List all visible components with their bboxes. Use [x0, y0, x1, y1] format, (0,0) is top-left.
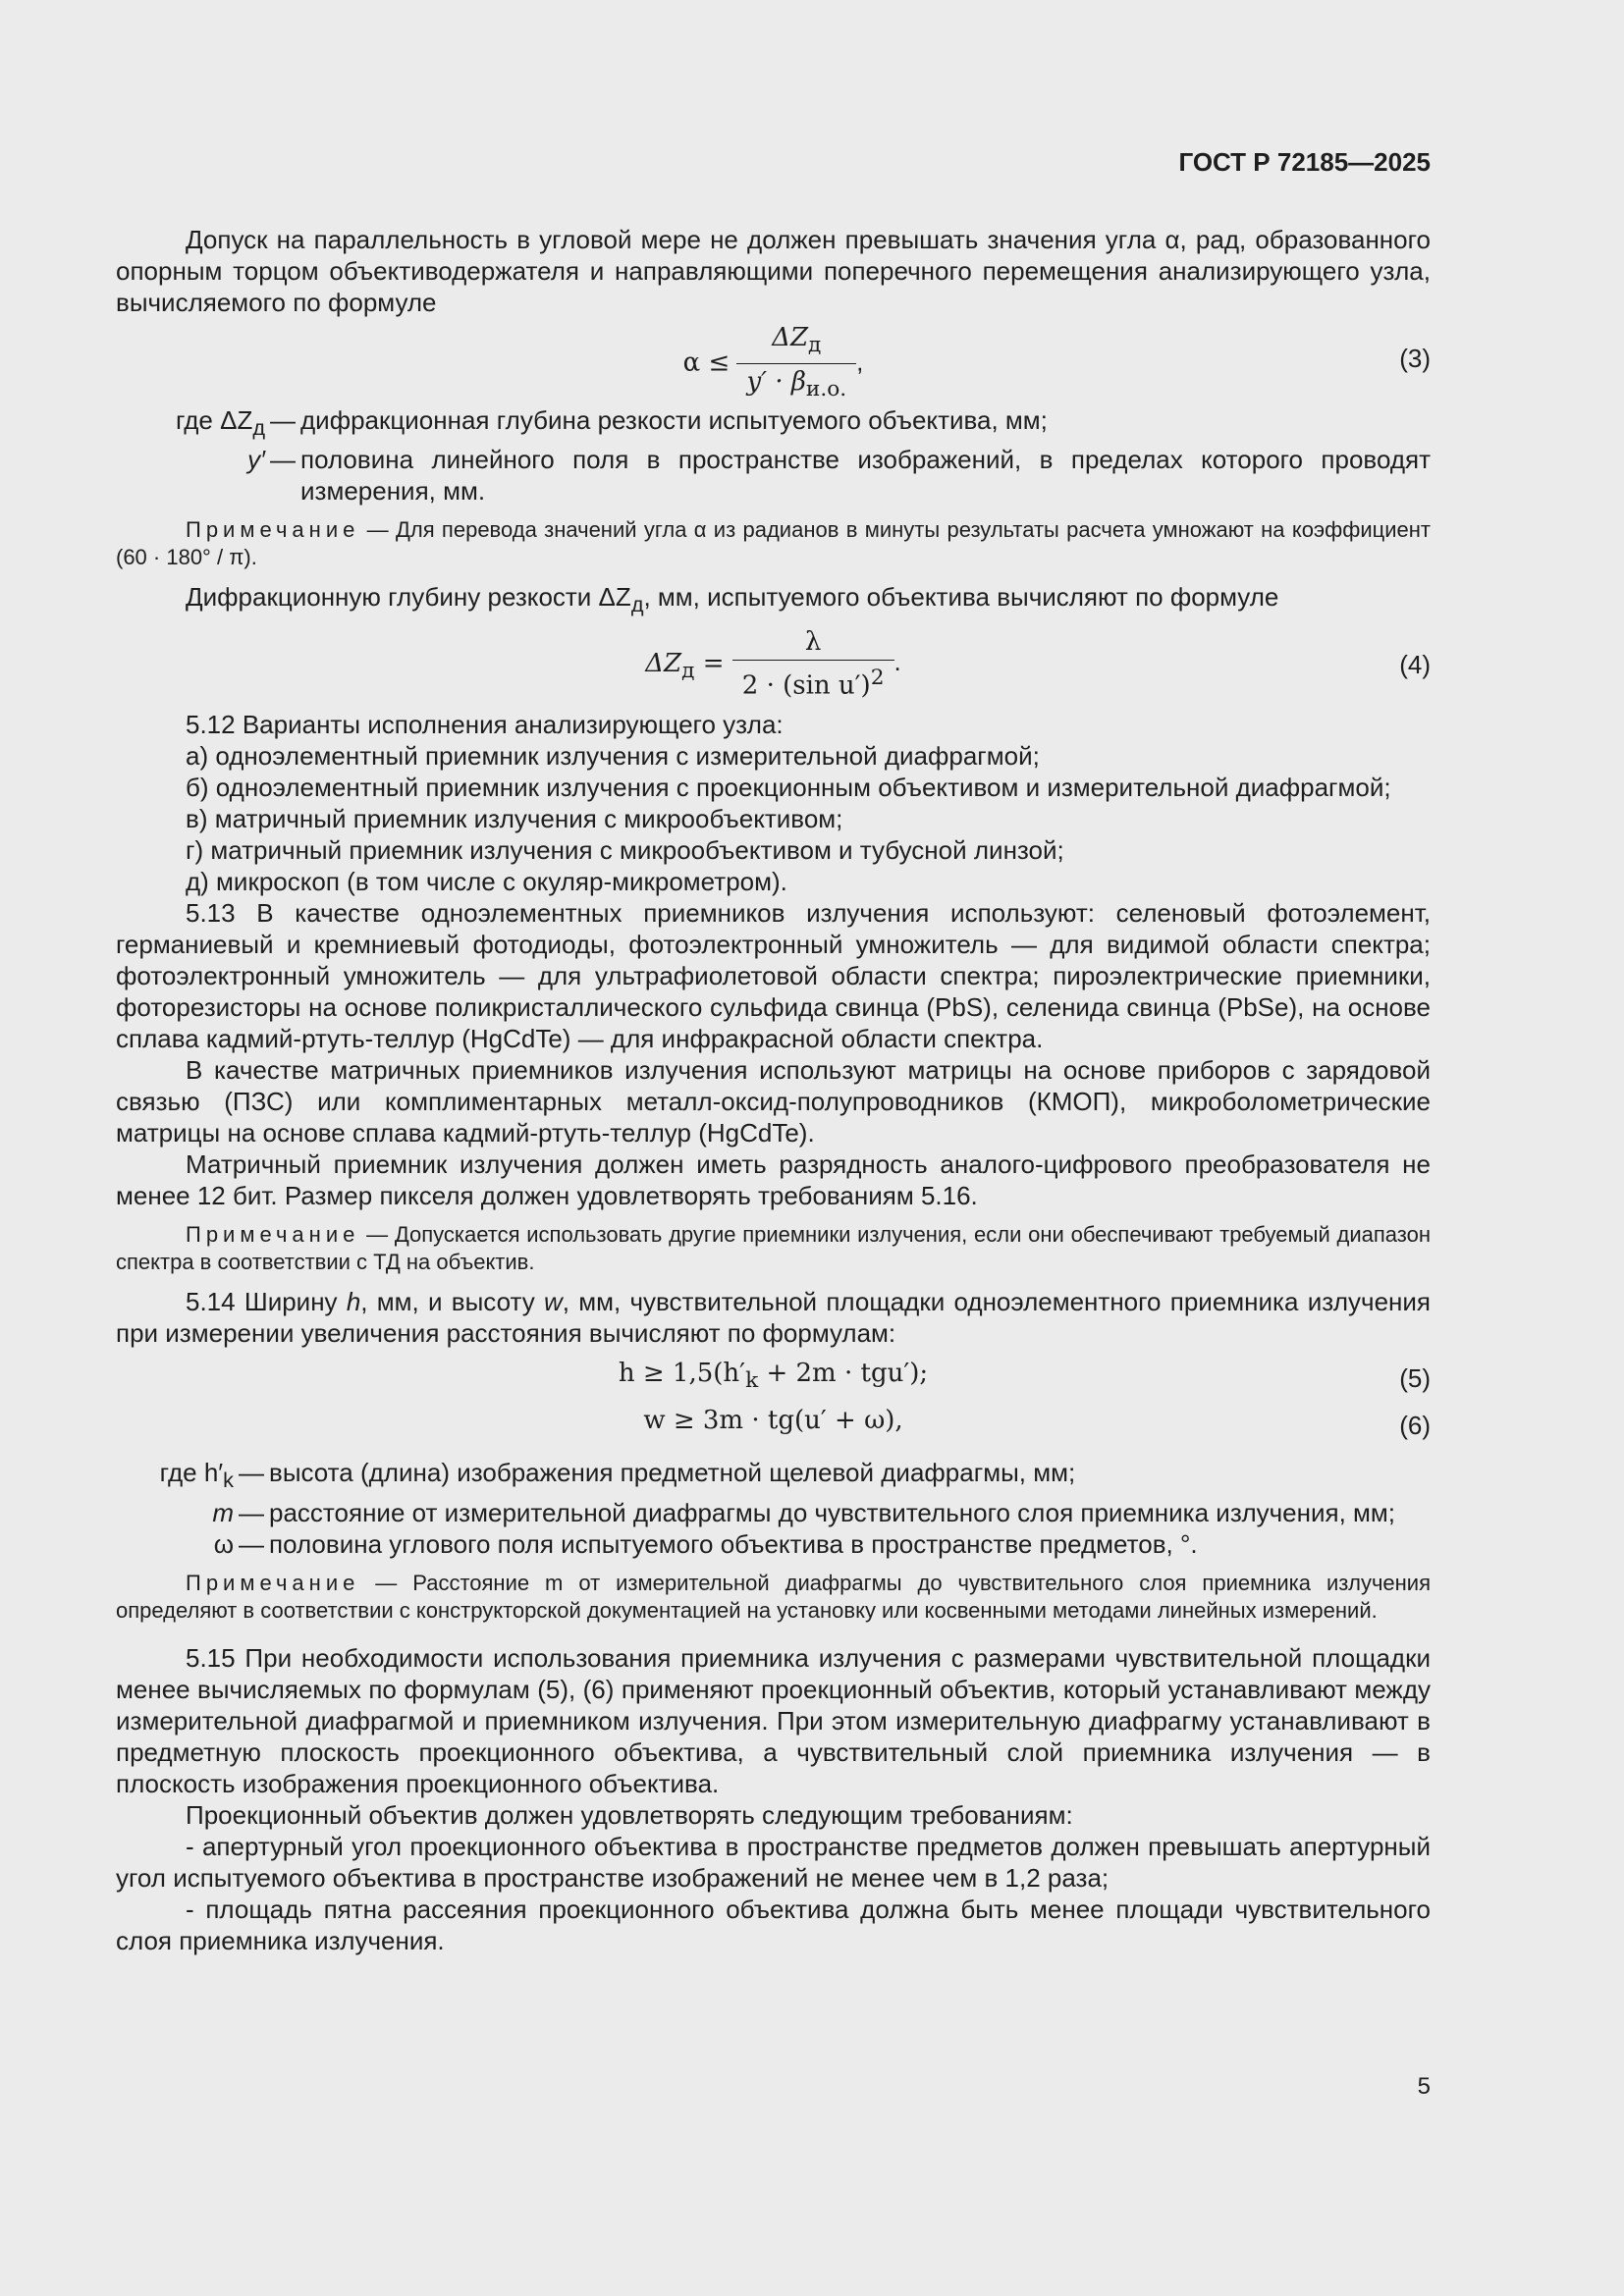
definitions-eq5-6 — [116, 1457, 1431, 1559]
formula-3: α ≤ $\frac{\Delta Z_д}{y' \cdot \beta_{и.о.}}$ , (3) — [116, 322, 1431, 395]
paragraph-tolerance: Допуск на параллельность в угловой мере не должен превышать значения угла α, рад, образованного опорным торцом объективодержателя и направляющими поперечного перемещения анализирующего узла, вычисляемого по формуле — [116, 225, 1431, 317]
section-5-15: 5.15 При необходимости использования приемника излучения с размерами чувствительной площадки менее вычисляемых по формулам (5), (6) применяют проекционный объектив, который устанавливают между измерительной диафрагмой и приемником излучения. При этом измерительную диафрагму устанавливают в предметную плоскость проекционного объектива, а чувствительный слой приемника излучения — в плоскость изображения проекционного объектива. Проекционный объектив должен удовлетворять следующим требованиям: - апертурный угол проекционного объектива в пространстве предметов должен превышать апертурный угол испытуемого объектива в пространстве изображений не менее чем в 1,2 раза; - площадь пятна рассеяния проекционного объектива должна быть менее площади чувствительного слоя приемника излучения. — [116, 1642, 1431, 1955]
definition-row: m — расстояние от измерительной диафрагмы до чувствительного слоя приемника излучения, мм; — [212, 1497, 1396, 1527]
definition-row: где $\Delta Z_д$ — дифракционная глубина резкости испытуемого объектива, мм; — [175, 405, 1048, 441]
equation-number-4: (4) — [1399, 650, 1431, 680]
note-1: Примечание — Для перевода значений угла α из радианов в минуты результаты расчета умножают на коэффициент (60 · 180° / π). — [116, 517, 1431, 570]
note-3: Примечание — Расстояние m от измерительной диафрагмы до чувствительного слоя приемника излучения определяют в соответствии с конструкторской документацией на установку или косвенными методами линейных измерений. — [116, 1570, 1431, 1623]
page-content — [116, 224, 1431, 1956]
formula-4-fraction: $\frac{\lambda}{2 \cdot (\sin u')^2}$ — [732, 626, 894, 702]
definition-row: где $h'_k$ — высота (длина) изображения предметной щелевой диафрагмы, мм; — [159, 1458, 1076, 1493]
definition-row: y′ — половина линейного поля в пространстве изображений, в пределах которого проводят измерения, мм. — [247, 445, 1431, 507]
section-5-12: 5.12 Варианты исполнения анализирующего узла: а) одноэлементный приемник излучения с измерительной диафрагмой; б) одноэлементный приемник излучения с проекционным объективом и измерительной диафрагмой; в) матричный приемник излучения с микрообъективом; г) матричный приемник излучения с микрообъективом и тубусной линзой; д) микроскоп (в том числе с окуляр-микрометром). — [186, 710, 1391, 897]
equation-number-3: (3) — [1399, 344, 1431, 373]
equation-number-5: (5) — [1399, 1363, 1431, 1394]
formula-3-numerator: $\Delta Z_д$ — [736, 322, 856, 364]
section-5-13: 5.13 В качестве одноэлементных приемников излучения используют: селеновый фотоэлемент, германиевый и кремниевый фотодиоды, фотоэлектронный умножитель — для видимой области спектра; фотоэлектронный умножитель — для ультрафиолетовой области спектра; пироэлектрические приемники, фоторезисторы на основе поликристаллического сульфида свинца (PbS), селенида свинца (PbSe), на основе сплава кадмий-ртуть-теллур (HgCdTe) — для инфракрасной области спектра. В качестве матричных приемников излучения используют матрицы на основе приборов с зарядовой связью (ПЗС) или комплиментарных металл-оксид-полупроводников (КМОП), микроболометрические матрицы на основе сплава кадмий-ртуть-теллур (HgCdTe). Матричный приемник излучения должен иметь разрядность аналого-цифрового преобразователя не менее 12 бит. Размер пикселя должен удовлетворять требованиям 5.16. — [116, 898, 1431, 1211]
formula-5: $h \ge 1,5(h'_k + 2m \cdot tgu')$; (5) — [618, 1359, 1431, 1394]
section-5-14: 5.14 Ширину h, мм, и высоту w, мм, чувствительной площадки одноэлементного приемника излучения при измерении увеличения расстояния вычисляют по формулам: — [116, 1287, 1432, 1349]
equation-number-6: (6) — [1399, 1411, 1431, 1441]
formula-3-fraction — [736, 322, 856, 405]
formula-3-denominator: $y' \cdot \beta_{и.о.}$ — [746, 367, 847, 402]
paragraph-diffraction: Дифракционную глубину резкости $\Delta Z_д$, мм, испытуемого объектива вычисляют по формуле — [186, 582, 1279, 617]
definition-row: ω — половина углового поля испытуемого объектива в пространстве предметов, °. — [213, 1528, 1198, 1559]
formula-3-lhs: α ≤ — [682, 347, 731, 378]
formula-6: w ≥ 3m · tg(u′ + ω), (6) — [643, 1406, 1431, 1441]
standard-header: ГОСТ Р 72185—2025 — [1178, 147, 1431, 177]
formula-4: $\Delta Z_д$ = $\frac{\lambda}{2 \cdot (\sin u')^2}$ . (4) — [645, 627, 1431, 702]
page-number: 5 — [1417, 2073, 1431, 2100]
definitions-eq3 — [116, 404, 1431, 507]
note-2: Примечание — Допускается использовать другие приемники излучения, если они обеспечивают требуемый диапазон спектра в соответствии с ТД на объектив. — [116, 1222, 1431, 1275]
